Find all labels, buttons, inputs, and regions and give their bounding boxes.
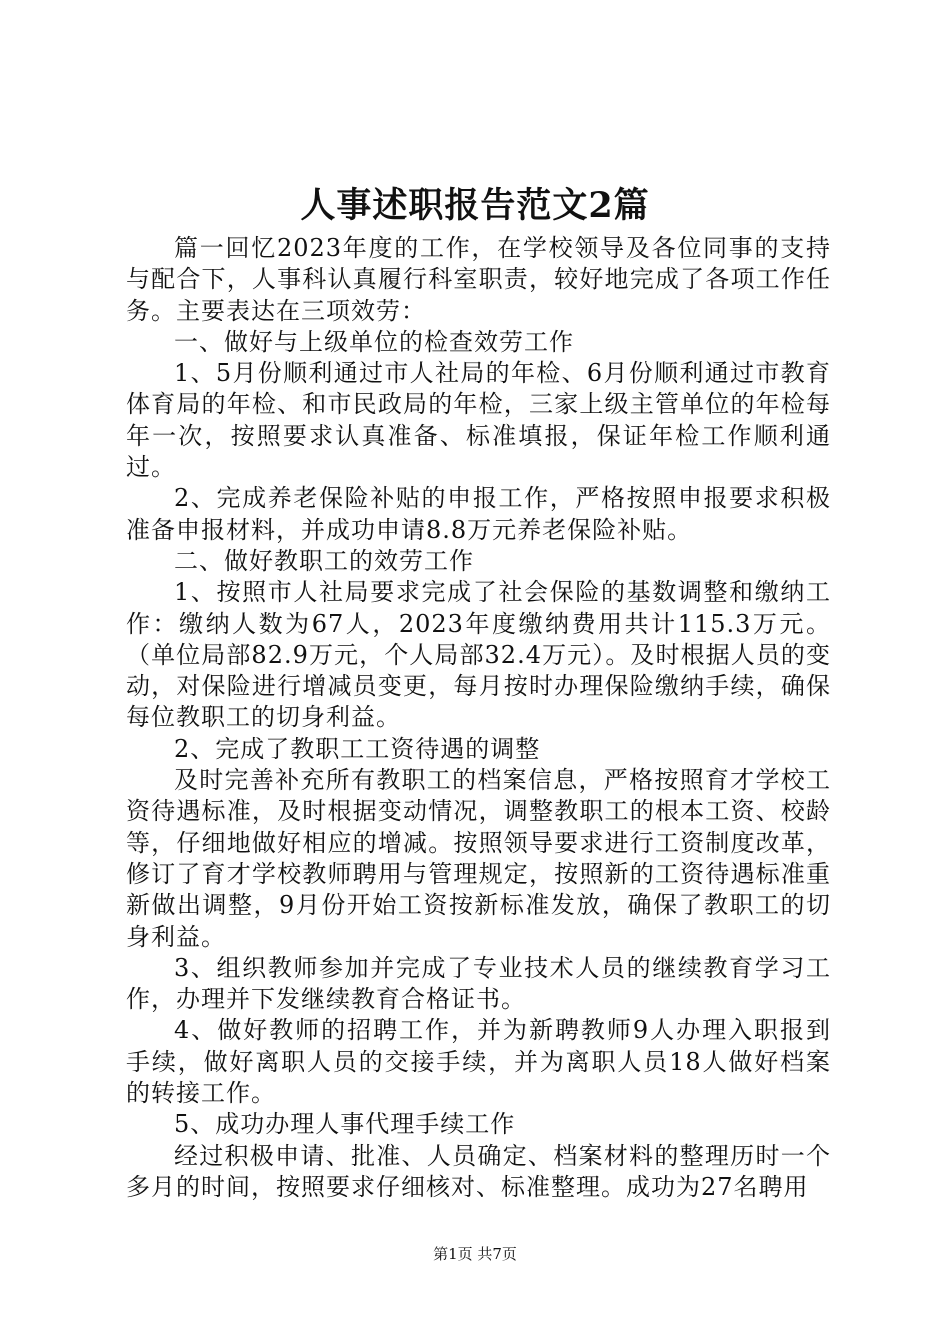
section-heading-2: 二、做好教职工的效劳工作 [174,546,474,575]
document-body [126,233,831,1203]
section-heading-1: 一、做好与上级单位的检查效劳工作 [174,327,574,356]
paragraph: 3、组织教师参加并完成了专业技术人员的继续教育学习工作，办理并下发继续教育合格证书。 [126,953,831,1014]
paragraph: 经过积极申请、批准、人员确定、档案材料的整理历时一个多月的时间，按照要求仔细核对、标准整理。成功为27名聘用 [126,1141,831,1201]
paragraph: 及时完善补充所有教职工的档案信息，严格按照育才学校工资待遇标准，及时根据变动情况，调整教职工的根本工资、校龄等，仔细地做好相应的增减。按照领导要求进行工资制度改革，修订了育才学校教师聘用与管理规定，按照新的工资待遇标准重新做出调整，9月份开始工资按新标准发放，确保了教职工的切身利益。 [126,766,831,951]
subsection-heading: 5、成功办理人事代理手续工作 [174,1110,516,1139]
subsection-heading: 2、完成了教职工工资待遇的调整 [174,734,541,763]
paragraph: 1、5月份顺利通过市人社局的年检、6月份顺利通过市教育体育局的年检、和市民政局的年检，三家上级主管单位的年检每年一次，按照要求认真准备、标准填报，保证年检工作顺利通过。 [126,359,831,482]
paragraph: 4、做好教师的招聘工作，并为新聘教师9人办理入职报到手续，做好离职人员的交接手续，并为离职人员18人做好档案的转接工作。 [126,1016,831,1108]
paragraph: 1、按照市人社局要求完成了社会保险的基数调整和缴纳工作：缴纳人数为67人，2023年度缴纳费用共计115.3万元。（单位局部82.9万元，个人局部32.4万元）。及时根据人员的变动，对保险进行增减员变更，每月按时办理保险缴纳手续，确保每位教职工的切身利益。 [126,578,831,732]
document-title: 人事述职报告范文2篇 [300,185,650,226]
paragraph: 2、完成养老保险补贴的申报工作，严格按照申报要求积极准备申报材料，并成功申请8.8万元养老保险补贴。 [126,484,831,544]
paragraph-intro: 篇一回忆2023年度的工作，在学校领导及各位同事的支持与配合下，人事科认真履行科室职责，较好地完成了各项工作任务。主要表达在三项效劳： [126,234,831,325]
page-number-footer: 第1页 共7页 [433,1245,517,1263]
